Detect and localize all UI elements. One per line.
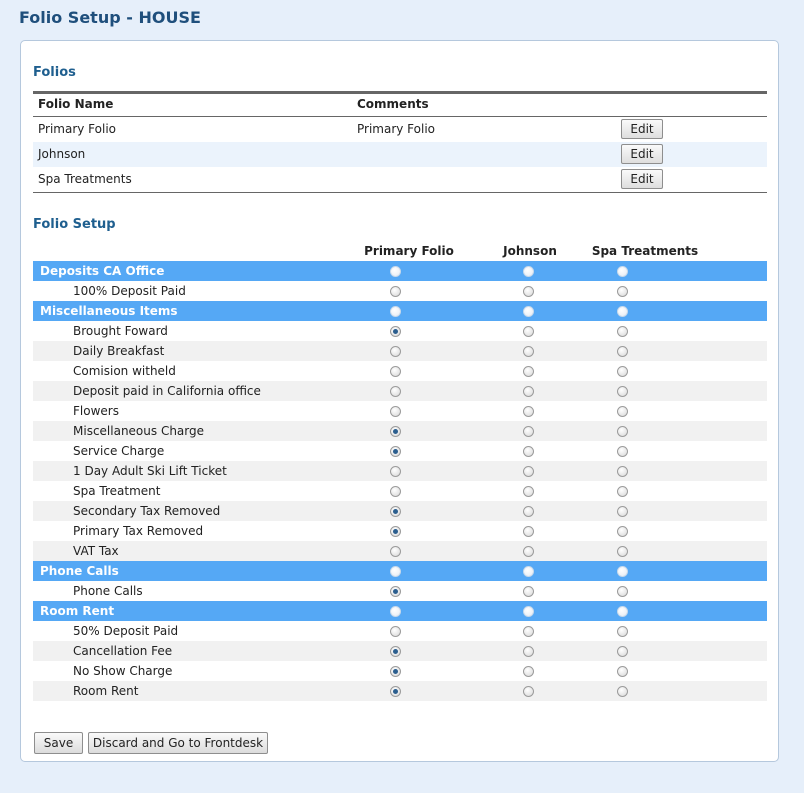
item-label: Service Charge (73, 444, 165, 458)
folio-radio-primary-folio[interactable] (390, 266, 401, 277)
item-label: 100% Deposit Paid (73, 284, 186, 298)
folio-name: Primary Folio (38, 122, 117, 136)
item-row (33, 441, 767, 461)
folio-radio-johnson[interactable] (523, 566, 534, 577)
item-label: Cancellation Fee (73, 644, 173, 658)
folio-radio-johnson[interactable] (523, 366, 534, 377)
folio-radio-primary-folio[interactable] (390, 306, 401, 317)
save-button[interactable]: Save (34, 732, 83, 754)
folio-setup-section-title: Folio Setup (33, 217, 116, 232)
page-title: Folio Setup - HOUSE (19, 8, 201, 27)
item-label: VAT Tax (73, 544, 119, 558)
item-label: 50% Deposit Paid (73, 624, 179, 638)
column-header-johnson: Johnson (503, 244, 557, 258)
item-row (33, 661, 767, 681)
item-row (33, 581, 767, 601)
category-label: Miscellaneous Items (40, 304, 178, 318)
edit-folio-button[interactable]: Edit (621, 119, 663, 139)
discard-button[interactable]: Discard and Go to Frontdesk (88, 732, 268, 754)
item-row (33, 461, 767, 481)
folio-radio-primary-folio[interactable] (390, 546, 401, 557)
folio-radio-spa-treatments[interactable] (617, 286, 628, 297)
folios-section-title: Folios (33, 65, 76, 80)
folio-radio-johnson[interactable] (523, 446, 534, 457)
item-row (33, 281, 767, 301)
folio-radio-spa-treatments[interactable] (617, 626, 628, 637)
folio-radio-spa-treatments[interactable] (617, 466, 628, 477)
folio-radio-johnson[interactable] (523, 406, 534, 417)
folio-radio-primary-folio[interactable] (390, 606, 401, 617)
folio-radio-primary-folio[interactable] (390, 626, 401, 637)
item-row (33, 621, 767, 641)
folio-setup-header (33, 241, 767, 263)
item-label: Daily Breakfast (73, 344, 165, 358)
category-row (33, 301, 767, 321)
item-row (33, 681, 767, 701)
folio-radio-johnson[interactable] (523, 626, 534, 637)
item-row (33, 481, 767, 501)
edit-folio-button[interactable]: Edit (621, 169, 663, 189)
folio-radio-spa-treatments[interactable] (617, 586, 628, 597)
item-label: Comision witheld (73, 364, 176, 378)
folio-radio-johnson[interactable] (523, 506, 534, 517)
folio-radio-johnson[interactable] (523, 346, 534, 357)
folio-radio-johnson[interactable] (523, 646, 534, 657)
folio-radio-primary-folio[interactable] (390, 466, 401, 477)
folio-radio-primary-folio[interactable] (390, 326, 401, 337)
folio-row (33, 142, 767, 167)
folio-radio-primary-folio[interactable] (390, 366, 401, 377)
folio-radio-primary-folio[interactable] (390, 526, 401, 537)
category-row (33, 261, 767, 281)
category-label: Room Rent (40, 604, 115, 618)
category-row (33, 601, 767, 621)
folio-radio-spa-treatments[interactable] (617, 686, 628, 697)
folio-radio-spa-treatments[interactable] (617, 346, 628, 357)
item-row (33, 361, 767, 381)
folio-radio-johnson[interactable] (523, 666, 534, 677)
folio-radio-spa-treatments[interactable] (617, 486, 628, 497)
item-label: No Show Charge (73, 664, 173, 678)
folio-radio-primary-folio[interactable] (390, 586, 401, 597)
folio-setup-table (33, 261, 767, 701)
item-label: Phone Calls (73, 584, 143, 598)
folio-radio-primary-folio[interactable] (390, 406, 401, 417)
edit-folio-button[interactable]: Edit (621, 144, 663, 164)
item-label: Deposit paid in California office (73, 384, 261, 398)
item-label: Brought Foward (73, 324, 168, 338)
item-label: Secondary Tax Removed (73, 504, 221, 518)
folio-row (33, 167, 767, 192)
folio-radio-johnson[interactable] (523, 326, 534, 337)
column-header-spa-treatments: Spa Treatments (591, 244, 699, 258)
folio-radio-spa-treatments[interactable] (617, 266, 628, 277)
item-row (33, 501, 767, 521)
folio-radio-spa-treatments[interactable] (617, 366, 628, 377)
folio-radio-spa-treatments[interactable] (617, 526, 628, 537)
folio-setup-panel (20, 40, 779, 762)
item-row (33, 521, 767, 541)
item-label: Miscellaneous Charge (73, 424, 205, 438)
folio-radio-primary-folio[interactable] (390, 646, 401, 657)
item-row (33, 381, 767, 401)
folio-radio-johnson[interactable] (523, 686, 534, 697)
folio-radio-primary-folio[interactable] (390, 506, 401, 517)
folio-radio-johnson[interactable] (523, 266, 534, 277)
folio-radio-johnson[interactable] (523, 426, 534, 437)
folio-radio-johnson[interactable] (523, 606, 534, 617)
item-row (33, 401, 767, 421)
folios-table-header (33, 94, 767, 117)
folio-radio-johnson[interactable] (523, 586, 534, 597)
folio-radio-primary-folio[interactable] (390, 426, 401, 437)
category-label: Deposits CA Office (40, 264, 165, 278)
item-label: Room Rent (73, 684, 139, 698)
folio-radio-spa-treatments[interactable] (617, 426, 628, 437)
folio-radio-johnson[interactable] (523, 546, 534, 557)
folio-radio-johnson[interactable] (523, 486, 534, 497)
folio-comments: Primary Folio (357, 122, 436, 136)
folio-name: Spa Treatments (38, 172, 132, 186)
folio-radio-primary-folio[interactable] (390, 386, 401, 397)
folio-radio-spa-treatments[interactable] (617, 446, 628, 457)
item-row (33, 321, 767, 341)
folio-radio-spa-treatments[interactable] (617, 546, 628, 557)
folio-radio-johnson[interactable] (523, 466, 534, 477)
folio-radio-primary-folio[interactable] (390, 666, 401, 677)
folio-radio-spa-treatments[interactable] (617, 306, 628, 317)
item-row (33, 421, 767, 441)
folio-radio-johnson[interactable] (523, 306, 534, 317)
folio-radio-spa-treatments[interactable] (617, 386, 628, 397)
item-label: Primary Tax Removed (73, 524, 204, 538)
folio-name: Johnson (38, 147, 86, 161)
folio-radio-spa-treatments[interactable] (617, 566, 628, 577)
item-row (33, 641, 767, 661)
folio-radio-primary-folio[interactable] (390, 346, 401, 357)
column-header-primary-folio: Primary Folio (364, 244, 454, 258)
folio-radio-spa-treatments[interactable] (617, 646, 628, 657)
folio-row (33, 117, 767, 142)
category-label: Phone Calls (40, 564, 119, 578)
folio-radio-primary-folio[interactable] (390, 686, 401, 697)
item-row (33, 541, 767, 561)
folio-radio-spa-treatments[interactable] (617, 406, 628, 417)
folio-radio-spa-treatments[interactable] (617, 326, 628, 337)
folio-radio-spa-treatments[interactable] (617, 606, 628, 617)
folio-radio-primary-folio[interactable] (390, 446, 401, 457)
folios-table (33, 91, 767, 193)
item-row (33, 341, 767, 361)
folio-name-header: Folio Name (38, 97, 114, 111)
folio-radio-johnson[interactable] (523, 526, 534, 537)
category-row (33, 561, 767, 581)
folio-radio-johnson[interactable] (523, 386, 534, 397)
folio-radio-spa-treatments[interactable] (617, 666, 628, 677)
folio-radio-primary-folio[interactable] (390, 286, 401, 297)
item-label: Spa Treatment (73, 484, 161, 498)
folio-radio-spa-treatments[interactable] (617, 506, 628, 517)
comments-header: Comments (357, 97, 429, 111)
folio-radio-johnson[interactable] (523, 286, 534, 297)
folio-radio-primary-folio[interactable] (390, 486, 401, 497)
item-label: Flowers (73, 404, 119, 418)
folio-radio-primary-folio[interactable] (390, 566, 401, 577)
item-label: 1 Day Adult Ski Lift Ticket (73, 464, 227, 478)
